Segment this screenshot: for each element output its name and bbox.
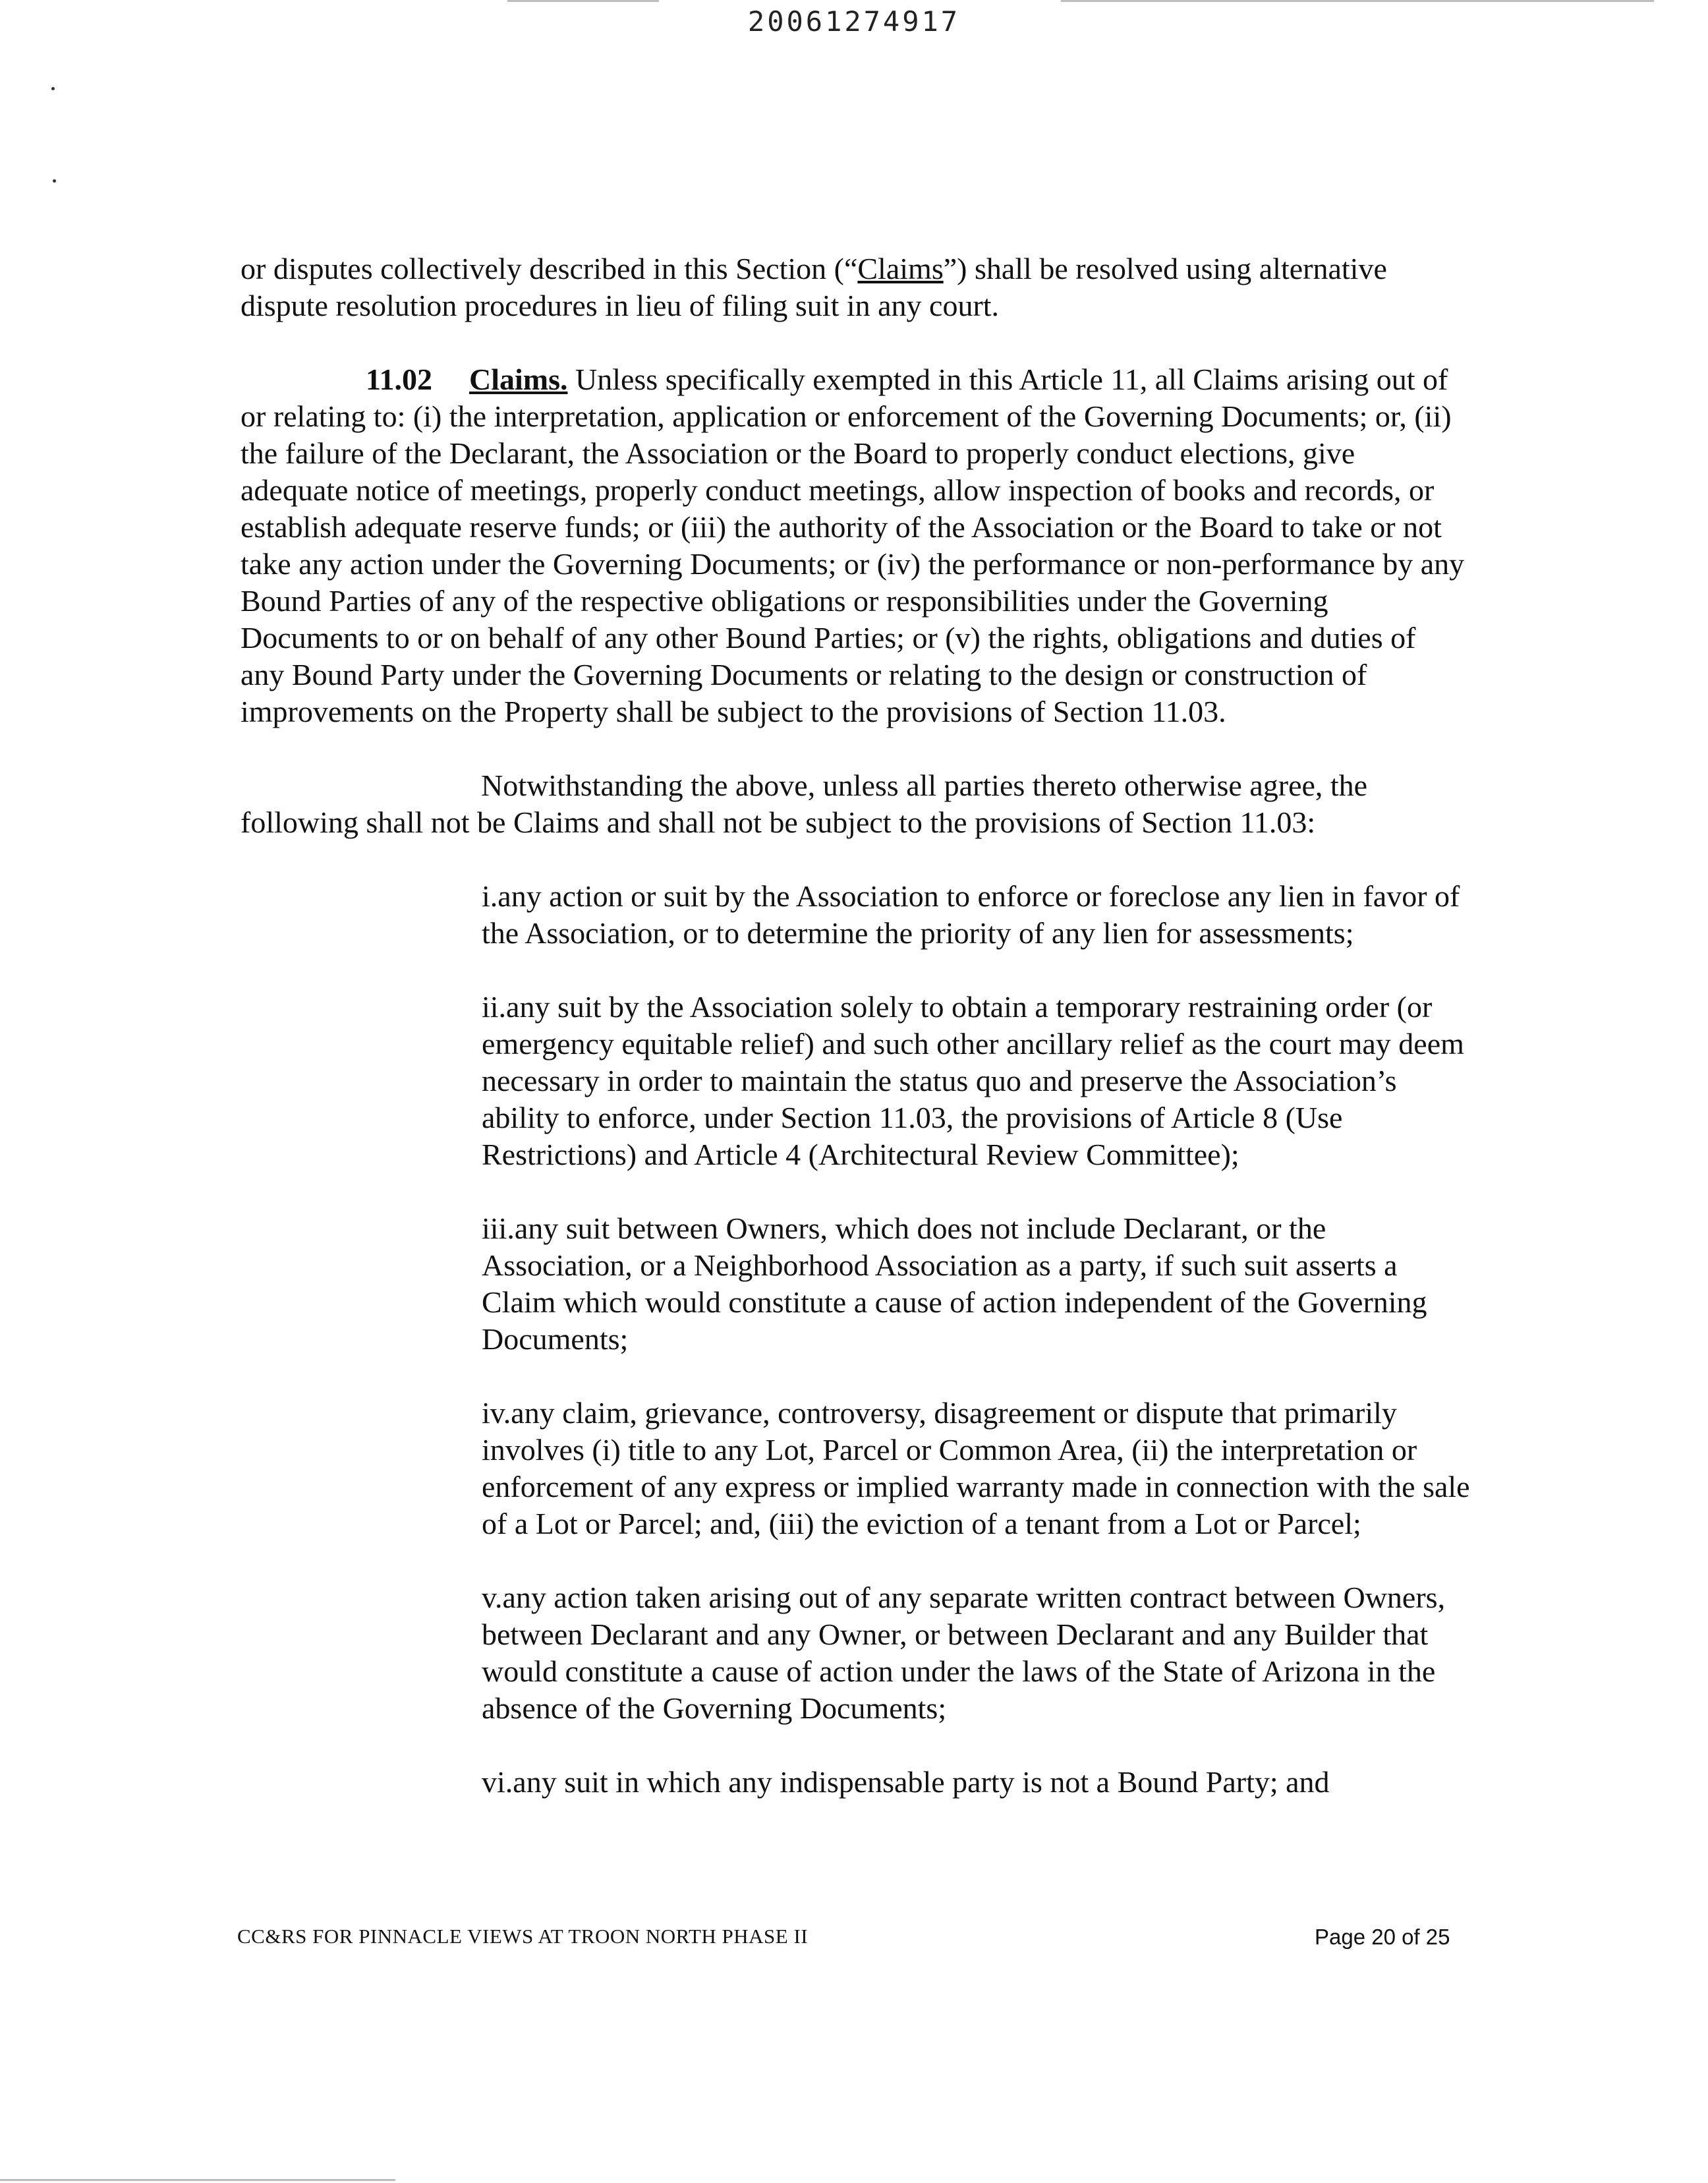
section-11-02: [241, 361, 1466, 730]
intro-rest: ”) shall be resolved using alternative dispute resolution procedures in lieu of filing suit in any court.: [241, 252, 1387, 322]
exemption-item: ii.any suit by the Association solely to obtain a temporary restraining order (or emergency equitable relief) and such other ancillary relief as the court may deem necessary in order to maintain the status quo and preserve the Association’s ability to enforce, under Section 11.03, the provisions of Article 8 (Use Restrictions) and Article 4 (Architectural Review Committee);: [482, 990, 1464, 1171]
recording-number: 20061274917: [747, 5, 961, 38]
scan-dot: [51, 87, 55, 90]
page-number: Page 20 of 25: [1315, 1925, 1450, 1949]
notwithstanding-paragraph: Notwithstanding the above, unless all parties thereto otherwise agree, the following shall not be Claims and shall not be subject to the provisions of Section 11.03:: [241, 769, 1368, 839]
section-number: 11.02: [366, 363, 432, 396]
intro-paragraph: [241, 250, 1466, 324]
scan-artifact: [1061, 0, 1654, 2]
exemption-item: i.any action or suit by the Association to enforce or foreclose any lien in favor of the Association, or to determine the priority of any lien for assessments;: [482, 879, 1460, 950]
footer-title: CC&RS FOR PINNACLE VIEWS AT TROON NORTH PHASE II: [237, 1925, 809, 1948]
scan-artifact: [507, 0, 659, 2]
section-text: Unless specifically exempted in this Article 11, all Claims arising out of or relating to: (i) the interpretation, application or enforcement of the Governing Documents; or, (ii) the failure of the Declarant, the Association or the Board to properly conduct elections, give adequate notice of meetings, properly conduct meetings, allow inspection of books and records, or establish adequate reserve funds; or (iii) the authority of the Association or the Board to take or not take any action under the Governing Documents; or (iv) the performance or non-performance by any Bound Parties of any of the respective obligations or responsibilities under the Governing Documents to or on behalf of any other Bound Parties; or (v) the rights, obligations and duties of any Bound Party under the Governing Documents or relating to the design or construction of improvements on the Property shall be subject to the provisions of Section 11.03.: [241, 363, 1465, 728]
exemption-item: iii.any suit between Owners, which does not include Declarant, or the Association, or a Neighborhood Association as a party, if such suit asserts a Claim which would constitute a cause of action independent of the Governing Documents;: [482, 1211, 1427, 1356]
intro-text: or disputes collectively described in this Section (“: [241, 252, 858, 285]
scan-dot: [53, 179, 56, 183]
scan-artifact: [0, 2179, 395, 2181]
exemption-item: vi.any suit in which any indispensable party is not a Bound Party; and: [482, 1765, 1330, 1799]
exemption-item: iv.any claim, grievance, controversy, disagreement or dispute that primarily involves (i) title to any Lot, Parcel or Common Area, (ii) the interpretation or enforcement of any express or implied warranty made in connection with the sale of a Lot or Parcel; and, (iii) the eviction of a tenant from a Lot or Parcel;: [482, 1396, 1470, 1540]
exemption-item: v.any action taken arising out of any separate written contract between Owners, between Declarant and any Owner, or between Declarant and any Builder that would constitute a cause of action under the laws of the State of Arizona in the absence of the Governing Documents;: [482, 1581, 1446, 1725]
document-body: [241, 250, 1470, 1838]
section-title: Claims.: [469, 363, 568, 396]
claims-defined-term: Claims: [857, 252, 944, 285]
